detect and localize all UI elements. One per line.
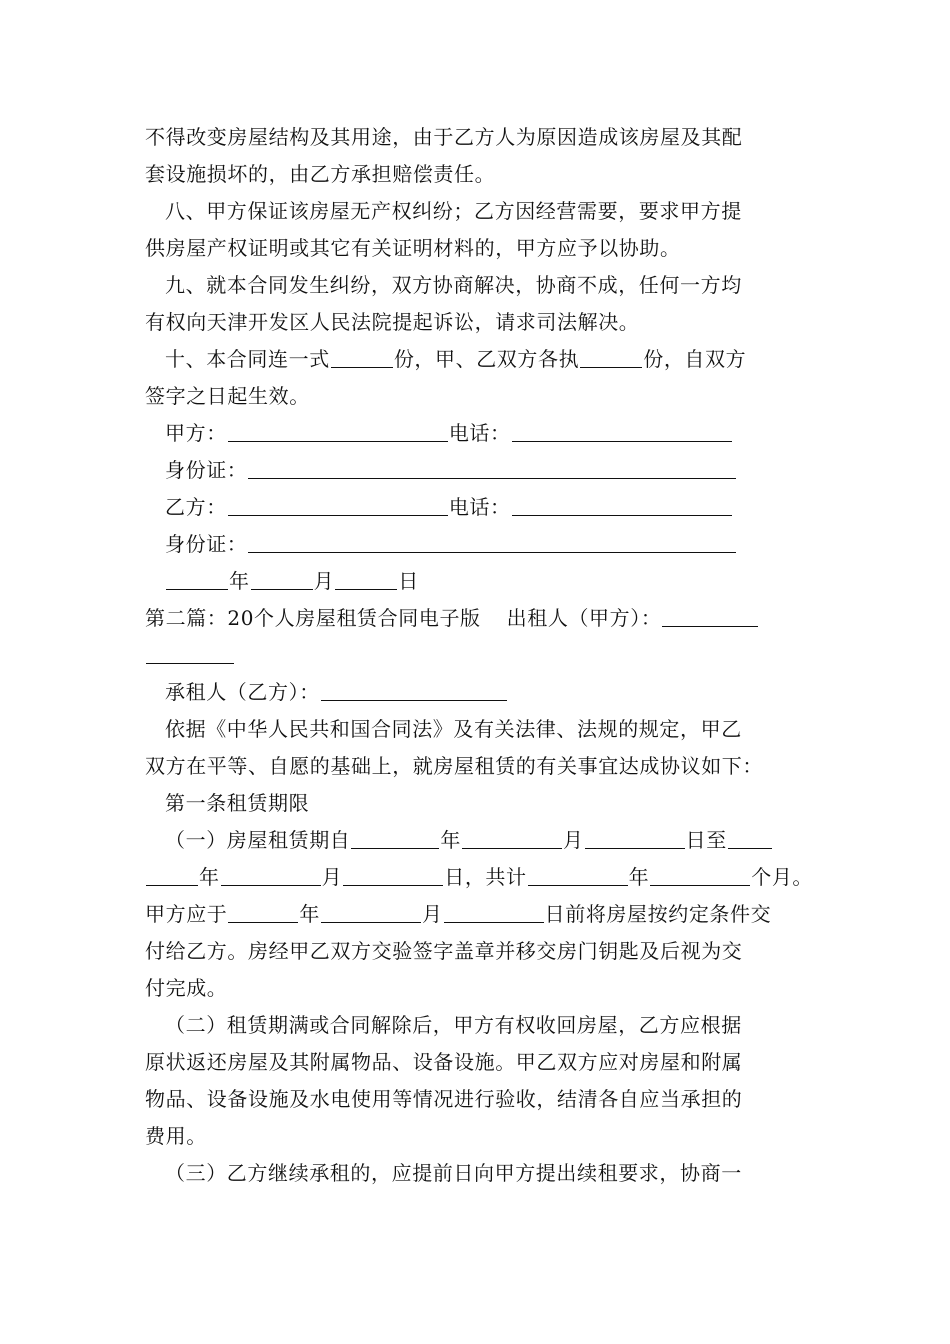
text: 份，自双方 xyxy=(643,347,747,371)
year-label: 年 xyxy=(229,569,250,593)
text-line: 物品、设备设施及水电使用等情况进行验收，结清各自应当承担的 xyxy=(145,1087,743,1111)
lessee-label: 承租人（乙方）： xyxy=(165,680,320,704)
lessee-blank[interactable] xyxy=(321,699,507,701)
month-label: 月 xyxy=(321,865,343,889)
party-a-blank[interactable] xyxy=(228,440,448,442)
month-blank[interactable] xyxy=(251,588,313,590)
party-a-id-row xyxy=(165,457,737,483)
total-year-blank[interactable] xyxy=(528,884,628,886)
end-day-blank[interactable] xyxy=(343,884,443,886)
clause-2-line: （二）租赁期满或合同解除后，甲方有权收回房屋，乙方应根据 xyxy=(165,1013,742,1037)
year-label: 年 xyxy=(199,865,220,889)
month-label: 月 xyxy=(313,569,335,593)
party-b-row xyxy=(165,494,733,520)
day-blank[interactable] xyxy=(335,588,397,590)
delivery-day-blank[interactable] xyxy=(444,921,544,923)
year-blank[interactable] xyxy=(166,588,228,590)
party-a-phone-blank[interactable] xyxy=(512,440,732,442)
start-month-blank[interactable] xyxy=(462,847,562,849)
text-line: 费用。 xyxy=(145,1124,207,1148)
party-b-phone-blank[interactable] xyxy=(512,514,732,516)
party-b-id-row xyxy=(165,531,737,557)
party-b-blank[interactable] xyxy=(228,514,448,516)
term-line-3 xyxy=(145,901,771,927)
clause-3-line: （三）乙方继续承租的，应提前日向甲方提出续租要求，协商一 xyxy=(165,1161,742,1185)
phone-label: 电话： xyxy=(448,421,511,445)
year-label: 年 xyxy=(440,828,462,852)
part2-title: 第二篇：20个人房屋租赁合同电子版 xyxy=(145,606,481,630)
party-b-label: 乙方： xyxy=(165,495,227,519)
lessor-blank-cont[interactable] xyxy=(146,662,234,664)
text-line: 原状返还房屋及其附属物品、设备设施。甲乙双方应对房屋和附属 xyxy=(145,1050,743,1074)
lessor-blank-continued xyxy=(145,642,235,668)
text: 十、本合同连一式 xyxy=(165,347,330,371)
month-label: 月 xyxy=(563,828,584,852)
text-line: 签字之日起生效。 xyxy=(145,384,310,408)
lessor-blank[interactable] xyxy=(662,625,758,627)
text-line: 有权向天津开发区人民法院提起诉讼，请求司法解决。 xyxy=(145,310,640,334)
month-label: 月 xyxy=(422,902,443,926)
end-month-blank[interactable] xyxy=(221,884,321,886)
text-line: 付完成。 xyxy=(145,976,228,1000)
term-line-1 xyxy=(165,827,773,853)
article-heading: 第一条租赁期限 xyxy=(165,791,310,815)
lessor-label: 出租人（甲方）： xyxy=(506,606,662,630)
text-line: 双方在平等、自愿的基础上，就房屋租赁的有关事宜达成协议如下： xyxy=(145,754,763,778)
text: （一）房屋租赁期自 xyxy=(165,828,351,852)
text-line: 套设施损坏的，由乙方承担赔偿责任。 xyxy=(145,162,496,186)
part2-title-row xyxy=(145,605,759,631)
party-a-row xyxy=(165,420,733,446)
text: 个月。 xyxy=(751,865,814,889)
text-line: 供房屋产权证明或其它有关证明材料的，甲方应予以协助。 xyxy=(145,236,681,260)
year-label: 年 xyxy=(299,902,321,926)
phone-label: 电话： xyxy=(448,495,511,519)
preamble-line: 依据《中华人民共和国合同法》及有关法律、法规的规定，甲乙 xyxy=(165,717,742,741)
year-label: 年 xyxy=(628,865,650,889)
id-card-label: 身份证： xyxy=(165,532,248,556)
text-line: 付给乙方。房经甲乙双方交验签字盖章并移交房门钥匙及后视为交 xyxy=(145,939,743,963)
start-year-blank[interactable] xyxy=(351,847,439,849)
end-year-blank[interactable] xyxy=(728,847,772,849)
clause-10-line xyxy=(165,346,746,372)
start-day-blank[interactable] xyxy=(585,847,685,849)
lessee-row xyxy=(165,679,508,705)
copies-each-blank[interactable] xyxy=(580,366,642,368)
copies-blank[interactable] xyxy=(331,366,393,368)
day-label: 日 xyxy=(398,569,419,593)
text: 日前将房屋按约定条件交 xyxy=(544,902,772,926)
delivery-month-blank[interactable] xyxy=(321,921,421,923)
text-line: 不得改变房屋结构及其用途，由于乙方人为原因造成该房屋及其配 xyxy=(145,125,743,149)
term-line-2 xyxy=(145,864,813,890)
id-card-label: 身份证： xyxy=(165,458,248,482)
text: 日至 xyxy=(685,828,727,852)
end-year-blank-cont[interactable] xyxy=(146,884,198,886)
text: 日，共计 xyxy=(444,865,527,889)
party-a-id-blank[interactable] xyxy=(248,477,736,479)
clause-9-line: 九、就本合同发生纠纷，双方协商解决，协商不成，任何一方均 xyxy=(165,273,742,297)
text: 份，甲、乙双方各执 xyxy=(393,347,580,371)
delivery-year-blank[interactable] xyxy=(228,921,298,923)
party-a-label: 甲方： xyxy=(165,421,227,445)
text: 甲方应于 xyxy=(145,902,228,926)
clause-8-line: 八、甲方保证该房屋无产权纠纷；乙方因经营需要，要求甲方提 xyxy=(165,199,742,223)
total-month-blank[interactable] xyxy=(650,884,750,886)
date-row xyxy=(165,568,419,594)
party-b-id-blank[interactable] xyxy=(248,551,736,553)
